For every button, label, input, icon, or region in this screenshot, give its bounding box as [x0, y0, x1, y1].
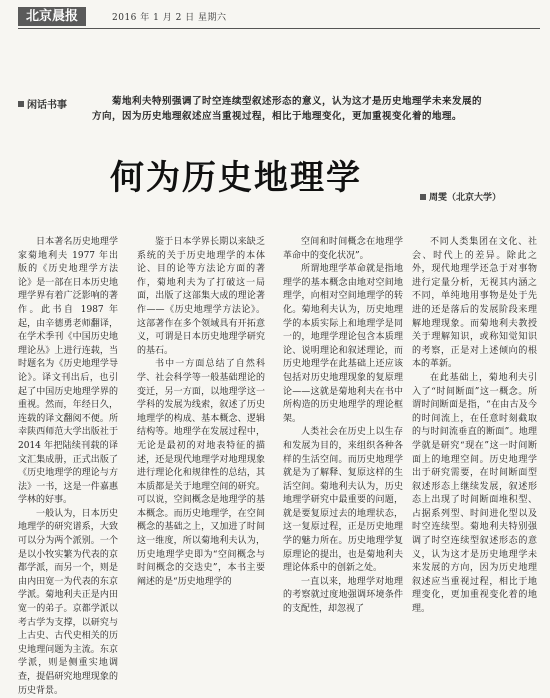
body-paragraph: 鉴于日本学界长期以来缺乏系统的关于历史地理学的本体论、目的论等方法论方面的著作，菊地利夫为了打破这一局面，出版了这部集大成的理论著作——《历史地理学方法论》。这部著作在多个领域具有开拓意义，可谓是日本历史地理学研究的基石。: [137, 237, 265, 356]
square-bullet-icon: [18, 101, 24, 107]
body-column-2: [137, 236, 265, 676]
column-label: [18, 96, 67, 111]
body-column-4: [412, 236, 537, 676]
author-name: 周雯（北京大学）: [429, 193, 502, 203]
page-header: [0, 0, 550, 30]
column-label-text: 闲话书事: [27, 100, 67, 111]
body-paragraph: 日本著名历史地理学家菊地利夫 1977 年出版的《历史地理学方法论》是一部在日本历史地理学界有着广泛影响的著作。此书自 1987 年起，由辛德勇老师翻译，在学术季刊《中国历史地理论丛》上进行连载，当时题名为《历史地理学导论》。译文刊出后，也引起了中国历史地理学界的重视。然而，年经日久，连载的译文翻阅不便。所幸陕西师范大学出版社于 2014 年把陆续刊载的译文汇集成册，正式出版了《历史地理学的理论与方法》一书，这是一件嘉惠学林的好事。: [18, 237, 118, 506]
newspaper-name: 北京晨报: [18, 7, 86, 26]
body-paragraph: 一直以来，地理学对地理的考察就过度地强调环境条件的支配性，却忽视了: [283, 576, 403, 615]
header-rule: [18, 28, 540, 29]
body-paragraph: 书中一方面总结了自然科学、社会科学等一般基础理论的变迁，另一方面，以地理学这一学科的发展为线索，叙述了历史地理学的构成、基本概念、逻辑结构等。地理学在发展过程中，无论是最初的对地表特征的描述，还是现代地理学对地理现象进行理论化和规律性的总结，其本质都是关于地理空间的研究。可以说，空间概念是地理学的基本概念。而历史地理学，在空间概念的基础之上，又加进了时间这一维度，所以菊地利夫认为，历史地理学史即为“空间概念与时间概念的交迭史”，本书主要阐述的是“历史地理学的: [137, 359, 265, 587]
lead-paragraph: 菊地利夫特别强调了时空连续型叙述形态的意义，认为这才是历史地理学未来发展的方向，因为历史地理叙述应当重视过程，相比于地理变化，更加重视变化着的地理。: [92, 96, 483, 122]
body-paragraph: 空间和时间概念在地理学革命中的变化状况”。: [283, 237, 403, 261]
article-title: 何为历史地理学: [110, 158, 362, 198]
byline: [420, 190, 501, 203]
body-paragraph: 人类社会在历史上以生存和发展为目的，来组织各种各样的生活空间。而历史地理学就是为了解释、复原这样的生活空间。菊地利夫认为，历史地理学研究中最重要的问题，就是要复原过去的地理状态，这一复原过程，正是历史地理学的魅力所在。历史地理学复原理论的提出，也是菊地利夫理论体系中的创新之处。: [283, 427, 403, 574]
body-paragraph: 不同人类集团在文化、社会、时代上的差异。除此之外，现代地理学还急于对事物进行定量分析，无视其内涵之不同，单纯地用事物是处于先进的还是落后的发展阶段来理解地理现象。而菊地利夫教授关于理解知识，或称知觉知识的考察，正是对上述倾向的根本的革新。: [412, 237, 537, 370]
square-bullet-icon: [420, 194, 426, 200]
body-column-1: [18, 236, 118, 696]
body-paragraph: 一般认为，日本历史地理学的研究谱系，大致可以分为两个派别。一个是以小牧实繁为代表的京都学派，而另一个，则是由内田宽一为代表的东京学派。菊地利夫正是内田宽一的弟子。京都学派以考古学为支撑，以研究与上古史、古代史相关的历史地理问题为主流。东京学派，则是侧重实地调查，提倡研究地理现象的历史背景。: [18, 508, 118, 696]
body-column-3: [283, 236, 403, 676]
body-paragraph: 所谓地理学革命就是指地理学的基本概念由地对空间地理学，向相对空间地理学的转化。菊地利夫认为，历史地理学的本质实际上和地理学是同一的，地理学理论包含本质理论、说明理论和叙述理论，而历史地理学在此基础上还应该包括对历史地理现象的复原理论——这就是菊地利夫在书中所构造的历史地理学的理论框架。: [283, 264, 403, 424]
body-paragraph: 在此基础上，菊地利夫引入了“时间断面”这一概念。所谓时间断面是指，“在由古及今的时间流上，在任意时刻截取的与时间流垂直的断面”。地理学就是研究“现在”这一时间断面上的地理空间。历史地理学出于研究需要，在时间断面型叙述形态上继续发展，叙述形态上出现了时间断面堆积型、占据系列型、时间进化型以及时空连续型。菊地利夫特别强调了时空连续型叙述形态的意义，认为这才是历史地理学未来发展的方向，因为历史地理叙述应当重视过程，相比于地理变化，更加重视变化着的地理。: [412, 372, 537, 615]
issue-date: 2016 年 1 月 2 日 星期六: [112, 13, 227, 23]
